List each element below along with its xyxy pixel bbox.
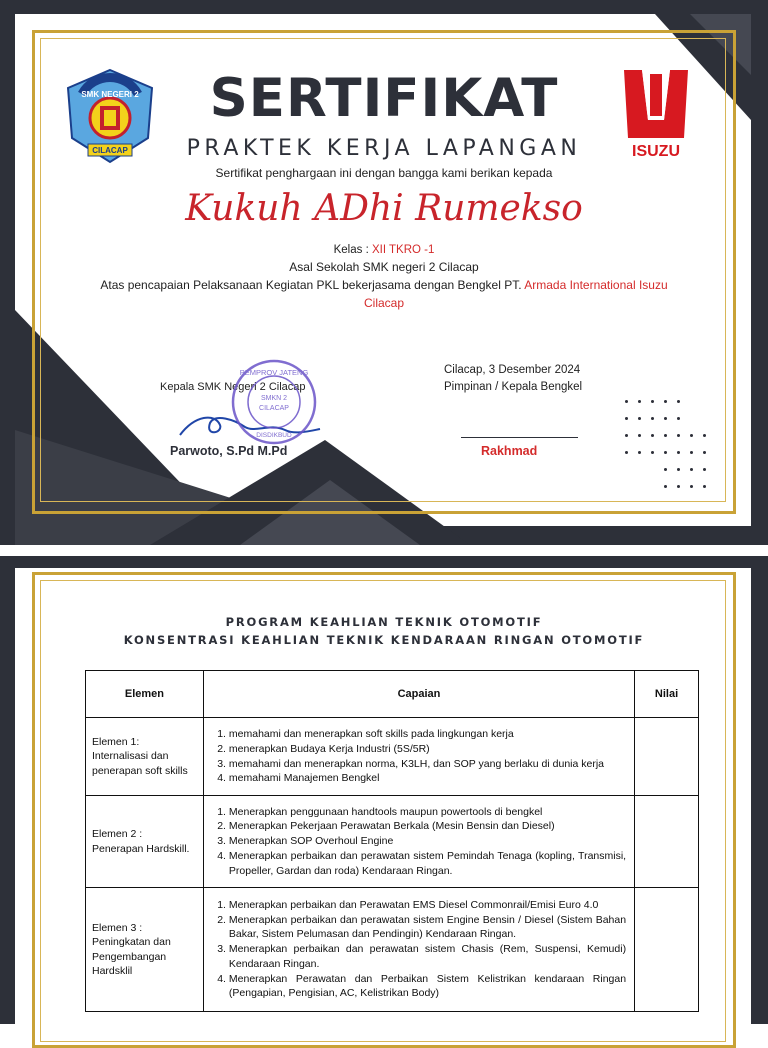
- decor-dot: [638, 451, 641, 454]
- isuzu-logo-text: ISUZU: [632, 143, 680, 160]
- decor-dot: [664, 417, 667, 420]
- program-heading-1: PROGRAM KEAHLIAN TEKNIK OTOMOTIF: [225, 615, 543, 629]
- decor-dot: [664, 451, 667, 454]
- capaian-item: 1. Menerapkan perbaikan dan Perawatan EMS Diesel Commonrail/Emisi Euro 4.0: [229, 898, 626, 913]
- decor-dot: [677, 400, 680, 403]
- decor-dot: [664, 434, 667, 437]
- element-cell: [86, 888, 204, 1012]
- capaian-list: [216, 805, 626, 878]
- element-cell: [86, 718, 204, 796]
- capaian-item: 3. memahami dan menerapkan norma, K3LH, dan SOP yang berlaku di dunia kerja: [229, 757, 626, 772]
- capaian-table: [85, 670, 699, 1012]
- decor-dot: [625, 434, 628, 437]
- decor-dot: [690, 451, 693, 454]
- school-line: Asal Sekolah SMK negeri 2 Cilacap: [289, 260, 479, 274]
- decor-dot: [625, 451, 628, 454]
- decor-dot: [625, 400, 628, 403]
- class-label: Kelas :: [333, 244, 372, 256]
- school-stamp-icon: [230, 358, 318, 446]
- decor-dot: [677, 468, 680, 471]
- nilai-cell: [635, 796, 699, 888]
- right-sign-role: Pimpinan / Kepala Bengkel: [444, 381, 583, 393]
- school-logo-bottom-text: CILACAP: [92, 146, 128, 155]
- element-text: Peningkatan dan Pengembangan Hardsklil: [92, 936, 171, 977]
- decor-dot: [677, 451, 680, 454]
- class-line: [0, 244, 768, 256]
- decor-dot: [690, 468, 693, 471]
- table-row: [86, 796, 699, 888]
- capaian-item: 4. memahami Manajemen Bengkel: [229, 771, 626, 786]
- decor-dot: [677, 434, 680, 437]
- decor-dot: [638, 434, 641, 437]
- capaian-cell: [203, 796, 634, 888]
- certificate-subtitle: PRAKTEK KERJA LAPANGAN: [186, 136, 582, 161]
- achievement-prefix: Atas pencapaian Pelaksanaan Kegiatan PKL bekerjasama dengan Bengkel PT.: [100, 278, 525, 292]
- capaian-item: 3. Menerapkan SOP Overhoul Engine: [229, 834, 626, 849]
- capaian-item: 2. Menerapkan Pekerjaan Perawatan Berkala (Mesin Bensin dan Diesel): [229, 819, 626, 834]
- decor-dot: [651, 417, 654, 420]
- capaian-item: 1. Menerapkan penggunaan handtools maupun powertools di bengkel: [229, 805, 626, 820]
- recipient-name: Kukuh ADhi Rumekso: [185, 188, 583, 229]
- element-text: Elemen 2 :: [92, 828, 143, 841]
- decor-dot: [651, 451, 654, 454]
- capaian-item: 4. Menerapkan Perawatan dan Perbaikan Sistem Kelistrikan kendaraan Ringan (Pengapian, Pengisian, AC, Kelistrikan Body): [229, 972, 626, 1001]
- capaian-cell: [203, 718, 634, 796]
- school-logo-top-text: SMK NEGERI 2: [81, 90, 139, 99]
- nilai-cell: [635, 718, 699, 796]
- capaian-item: 2. menerapkan Budaya Kerja Industri (5S/5R): [229, 742, 626, 757]
- element-cell: [86, 796, 204, 888]
- table-row: [86, 718, 699, 796]
- decor-dot: [690, 485, 693, 488]
- decor-dot: [677, 485, 680, 488]
- decor-dot: [638, 400, 641, 403]
- stamp-center-top: SMKN 2: [260, 395, 288, 402]
- dot-grid-decor: [623, 400, 723, 495]
- header-nilai: Nilai: [635, 671, 699, 718]
- header-capaian: Capaian: [203, 671, 634, 718]
- decor-dot: [651, 400, 654, 403]
- capaian-list: [216, 898, 626, 1001]
- capaian-item: 3. Menerapkan perbaikan dan perawatan sistem Chasis (Rem, Suspensi, Kemudi) Kendaraan Ringan.: [229, 942, 626, 971]
- decor-dot: [703, 434, 706, 437]
- decor-dot: [703, 468, 706, 471]
- right-sign-name: Rakhmad: [481, 444, 538, 458]
- left-sign-name: Parwoto, S.Pd M.Pd: [170, 444, 288, 458]
- program-heading-2: KONSENTRASI KEAHLIAN TEKNIK KENDARAAN RINGAN OTOMOTIF: [123, 633, 645, 647]
- stamp-ring-text: PEMPROV JATENG: [239, 368, 309, 377]
- decor-dot: [638, 417, 641, 420]
- right-sign-line: [461, 437, 578, 438]
- decor-dot: [703, 451, 706, 454]
- capaian-item: 1. memahami dan menerapkan soft skills pada lingkungan kerja: [229, 727, 626, 742]
- capaian-cell: [203, 888, 634, 1012]
- capaian-list: [216, 727, 626, 786]
- right-sign-place-date: Cilacap, 3 Desember 2024: [444, 364, 581, 376]
- achievement-line: [0, 276, 768, 312]
- decor-dot: [677, 417, 680, 420]
- decor-dot: [664, 400, 667, 403]
- decor-dot: [703, 485, 706, 488]
- header-elemen: Elemen: [86, 671, 204, 718]
- decor-dot: [625, 417, 628, 420]
- left-sign-role: Kepala SMK Negeri 2 Cilacap: [160, 381, 306, 393]
- table-header-row: [86, 671, 699, 718]
- element-text: Penerapan Hardskill.: [92, 842, 190, 855]
- table-row: [86, 888, 699, 1012]
- capaian-item: 2. Menerapkan perbaikan dan perawatan sistem Engine Bensin / Diesel (Sistem Bahan Bakar, Sistem Pelumasan dan Pendingin) Kendaraan Ringan.: [229, 913, 626, 942]
- decor-dot: [664, 485, 667, 488]
- capaian-item: 4. Menerapkan perbaikan dan perawatan sistem Pemindah Tenaga (kopling, Transmisi, Propeller, Gardan dan roda) Kendaraan Ringan.: [229, 849, 626, 878]
- stamp-center-bottom: CILACAP: [259, 405, 289, 412]
- decor-dot: [651, 434, 654, 437]
- decor-dot: [664, 468, 667, 471]
- achievement-city: Cilacap: [363, 296, 405, 310]
- element-text: Internalisasi dan penerapan soft skills: [92, 750, 188, 777]
- certificate-title: SERTIFIKAT: [209, 68, 559, 129]
- certificate-intro: Sertifikat penghargaan ini dengan bangga kami berikan kepada: [215, 166, 553, 180]
- class-value: XII TKRO -1: [371, 244, 435, 256]
- nilai-cell: [635, 888, 699, 1012]
- element-text: Elemen 3 :: [92, 921, 143, 934]
- achievement-company: Armada International Isuzu: [524, 278, 668, 292]
- decor-dot: [690, 434, 693, 437]
- element-text: Elemen 1:: [92, 735, 140, 748]
- stamp-sub-text: DISDIKBUD: [256, 432, 292, 439]
